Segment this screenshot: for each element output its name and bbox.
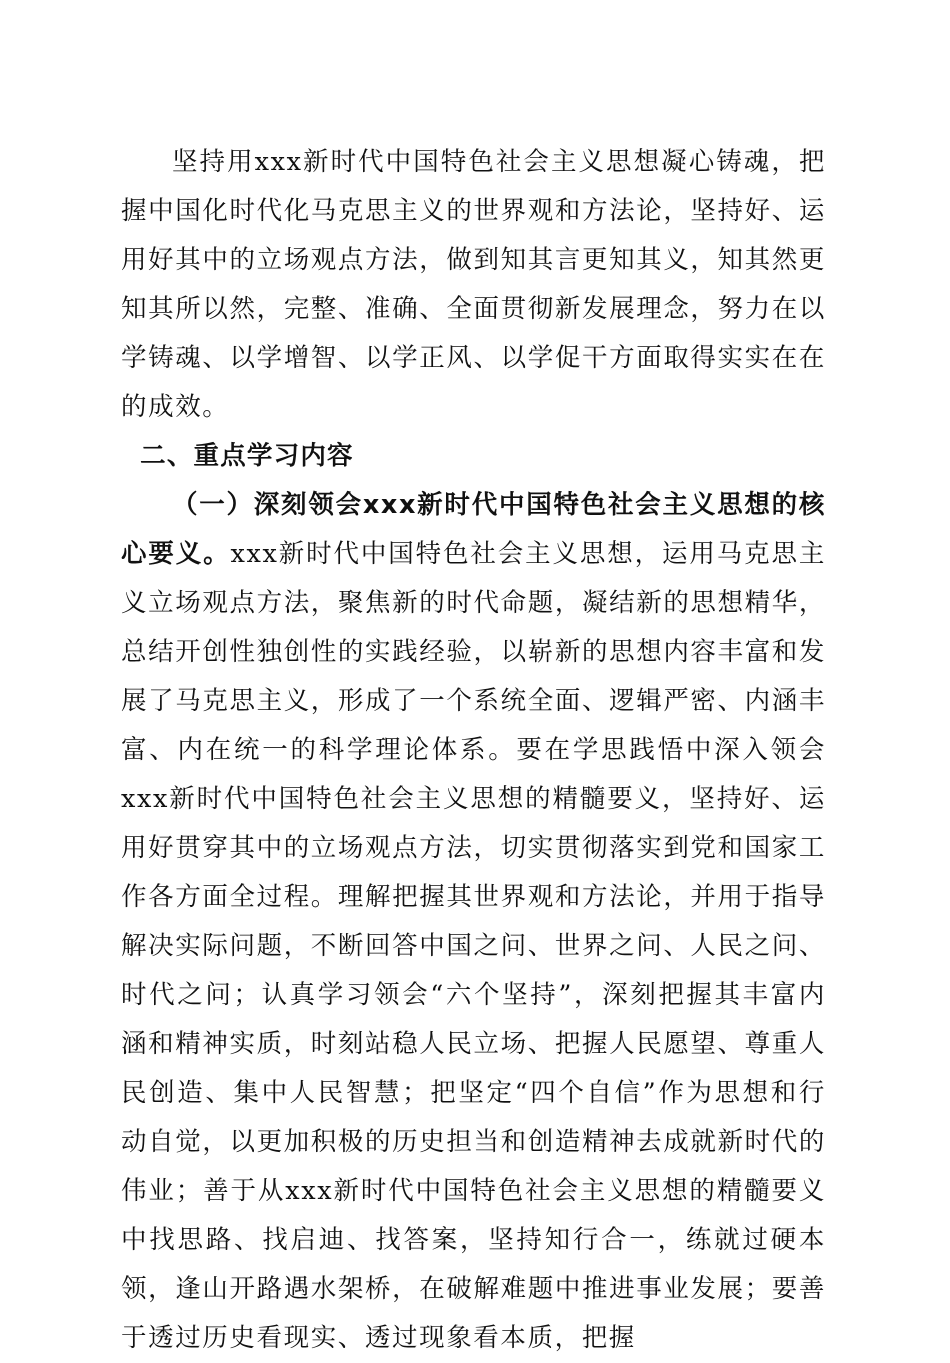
section-heading: 二、重点学习内容 — [140, 441, 354, 471]
subsection-body: xxx新时代中国特色社会主义思想，运用马克思主义立场观点方法，聚焦新的时代命题，凝结新的思想精华，总结开创性独创性的实践经验，以崭新的思想内容丰富和发展了马克思主义，形成了一个系统全面、逻辑严密、内涵丰富、内在统一的科学理论体系。要在学思践悟中深入领会xxx新时代中国特色社会主义思想的精髓要义，坚持好、运用好贯穿其中的立场观点方法，切实贯彻落实到党和国家工作各方面全过程。理解把握其世界观和方法论，并用于指导解决实际问题，不断回答中国之问、世界之问、人民之问、时代之问；认真学习领会“六个坚持”，深刻把握其丰富内涵和精神实质，时刻站稳人民立场、把握人民愿望、尊重人民创造、集中人民智慧；把坚定“四个自信”作为思想和行动自觉，以更加积极的历史担当和创造精神去成就新时代的伟业；善于从xxx新时代中国特色社会主义思想的精髓要义中找思路、找启迪、找答案，坚持知行合一，练就过硬本领，逢山开路遇水架桥，在破解难题中推进事业发展；要善于透过历史看现实、透过现象看本质，把握 — [121, 539, 826, 1353]
document-body — [121, 138, 826, 1363]
subsection-title: （一）深刻领会xxx新时代中国特色社会主义思想的核心要义。 — [121, 490, 826, 569]
subsection-paragraph — [121, 481, 826, 1363]
intro-paragraph: 坚持用xxx新时代中国特色社会主义思想凝心铸魂，把握中国化时代化马克思主义的世界观和方法论，坚持好、运用好其中的立场观点方法，做到知其言更知其义，知其然更知其所以然，完整、准确、全面贯彻新发展理念，努力在以学铸魂、以学增智、以学正风、以学促干方面取得实实在在的成效。 — [121, 147, 826, 422]
